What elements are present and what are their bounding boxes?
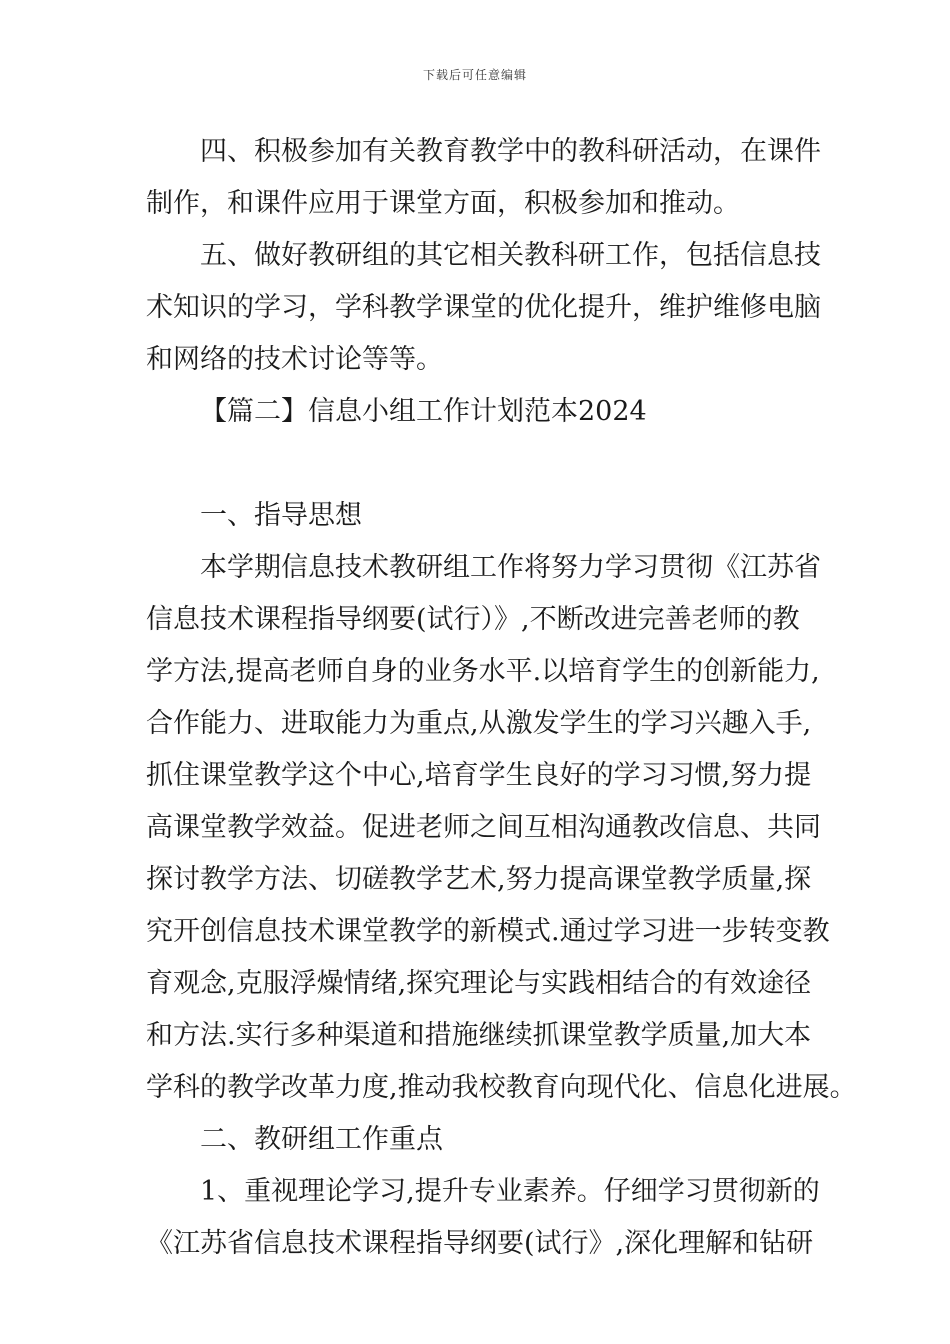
- guiding-paragraph-line-7: 探讨教学方法、切磋教学艺术,努力提高课堂教学质量,探: [146, 864, 812, 895]
- guiding-paragraph-line-1: 本学期信息技术教研组工作将努力学习贯彻《江苏省: [200, 552, 821, 583]
- page-header-note: 下载后可任意编辑: [422, 68, 527, 82]
- guiding-paragraph-line-6: 高课堂教学效益。促进老师之间互相沟通教改信息、共同: [146, 812, 821, 843]
- paragraph-4-line-1: 四、积极参加有关教育教学中的教科研活动，在课件: [200, 136, 821, 167]
- guiding-paragraph-line-4: 合作能力、进取能力为重点,从激发学生的学习兴趣入手,: [146, 708, 812, 739]
- focus-item-1-line-1: 1、重视理论学习,提升专业素养。仔细学习贯彻新的: [200, 1176, 820, 1207]
- paragraph-5-line-2: 术知识的学习，学科教学课堂的优化提升，维护维修电脑: [146, 292, 821, 323]
- guiding-paragraph-line-2: 信息技术课程指导纲要(试行）》,不断改进完善老师的教: [146, 604, 800, 635]
- guiding-paragraph-line-9: 育观念,克服浮燥情绪,探究理论与实践相结合的有效途径: [146, 968, 812, 999]
- blank-line: [146, 438, 810, 490]
- heading-guiding-thought: 一、指导思想: [200, 500, 362, 531]
- document-body: [146, 126, 857, 1270]
- section-title: 【篇二】信息小组工作计划范本2024: [200, 396, 647, 427]
- guiding-paragraph-line-3: 学方法,提高老师自身的业务水平.以培育学生的创新能力,: [146, 656, 820, 687]
- guiding-paragraph-line-5: 抓住课堂教学这个中心,培育学生良好的学习习惯,努力提: [146, 760, 812, 791]
- paragraph-4-line-2: 制作，和课件应用于课堂方面，积极参加和推动。: [146, 188, 740, 219]
- guiding-paragraph-line-10: 和方法.实行多种渠道和措施继续抓课堂教学质量,加大本: [146, 1020, 812, 1051]
- heading-work-focus: 二、教研组工作重点: [200, 1124, 443, 1155]
- paragraph-5-line-1: 五、做好教研组的其它相关教科研工作，包括信息技: [200, 240, 821, 271]
- guiding-paragraph-line-8: 究开创信息技术课堂教学的新模式.通过学习进一步转变教: [146, 916, 830, 947]
- guiding-paragraph-line-11: 学科的教学改革力度,推动我校教育向现代化、信息化进展。: [146, 1072, 857, 1103]
- focus-item-1-line-2: 《江苏省信息技术课程指导纲要(试行》,深化理解和钻研: [146, 1228, 814, 1259]
- paragraph-5-line-3: 和网络的技术讨论等等。: [146, 344, 443, 375]
